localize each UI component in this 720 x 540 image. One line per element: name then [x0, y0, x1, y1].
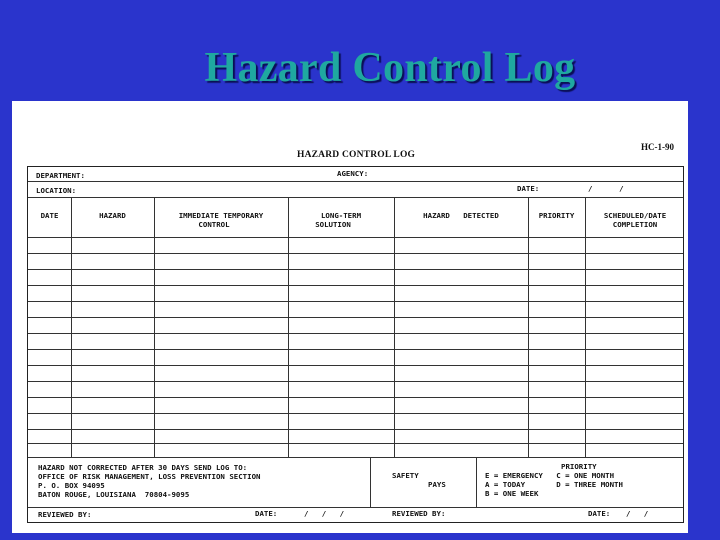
column-divider	[288, 197, 289, 457]
column-header-date: DATE	[40, 211, 59, 220]
column-header-hazard: HAZARD	[99, 211, 126, 220]
divider	[28, 181, 683, 182]
table-row-line	[28, 413, 683, 414]
table-row-line	[28, 237, 683, 238]
table-row-line	[28, 349, 683, 350]
column-divider	[154, 197, 155, 457]
table-row-line	[28, 365, 683, 366]
table-row-line	[28, 443, 683, 444]
column-header-scheduled: SCHEDULED/DATE	[603, 211, 667, 220]
priority-legend-line: B = ONE WEEK	[485, 489, 539, 498]
column-header-long-term-line2: SOLUTION	[315, 220, 351, 229]
column-header-immediate-control: IMMEDIATE TEMPORARY	[178, 211, 264, 220]
priority-legend-line: A = TODAY D = THREE MONTH	[485, 480, 623, 489]
instruction-line: OFFICE OF RISK MANAGEMENT, LOSS PREVENTION SECTION	[38, 472, 261, 481]
column-header-priority: PRIORITY	[538, 211, 575, 220]
priority-legend-line: E = EMERGENCY C = ONE MONTH	[485, 471, 615, 480]
form-box	[27, 166, 684, 523]
column-header-hazard-detected: HAZARD DETECTED	[423, 211, 499, 220]
table-row-line	[28, 381, 683, 382]
column-header-scheduled-line2: COMPLETION	[612, 220, 658, 229]
date-slashes: / /	[588, 184, 624, 193]
reviewed-by-label: REVIEWED BY:	[38, 510, 92, 519]
column-header-long-term: LONG-TERM	[320, 211, 362, 220]
instruction-line: HAZARD NOT CORRECTED AFTER 30 DAYS SEND LOG TO:	[38, 463, 248, 472]
form-title: HAZARD CONTROL LOG	[297, 150, 416, 160]
footer-divider	[370, 457, 371, 507]
table-row-line	[28, 253, 683, 254]
footer-date-slashes: / / /	[304, 509, 345, 518]
department-label: DEPARTMENT:	[36, 171, 85, 180]
column-divider	[528, 197, 529, 457]
safety-label: SAFETY	[392, 471, 419, 480]
agency-label: AGENCY:	[337, 169, 369, 178]
form-page	[12, 101, 688, 533]
reviewed-by-label-right: REVIEWED BY:	[392, 509, 446, 518]
location-label: LOCATION:	[36, 186, 77, 195]
form-code: HC-1-90	[641, 142, 674, 152]
divider	[28, 507, 683, 508]
table-row-line	[28, 285, 683, 286]
pays-label: PAYS	[428, 480, 446, 489]
table-row-line	[28, 269, 683, 270]
table-row-line	[28, 317, 683, 318]
footer-divider	[476, 457, 477, 507]
column-divider	[585, 197, 586, 457]
table-row-line	[28, 333, 683, 334]
table-row-line	[28, 397, 683, 398]
instruction-line: BATON ROUGE, LOUISIANA 70804-9095	[38, 490, 190, 499]
priority-legend-title: PRIORITY	[561, 462, 597, 471]
slide-title: Hazard Control Log	[204, 45, 576, 91]
footer-date-label-right: DATE:	[588, 509, 611, 518]
table-row-line	[28, 301, 683, 302]
column-divider	[394, 197, 395, 457]
divider	[28, 457, 683, 458]
instruction-line: P. O. BOX 94095	[38, 481, 105, 490]
table-row-line	[28, 429, 683, 430]
column-divider	[71, 197, 72, 457]
date-label: DATE:	[517, 184, 540, 193]
column-header-immediate-control-line2: CONTROL	[198, 220, 230, 229]
footer-date-slashes-right: / /	[626, 509, 649, 518]
footer-date-label: DATE:	[255, 509, 278, 518]
